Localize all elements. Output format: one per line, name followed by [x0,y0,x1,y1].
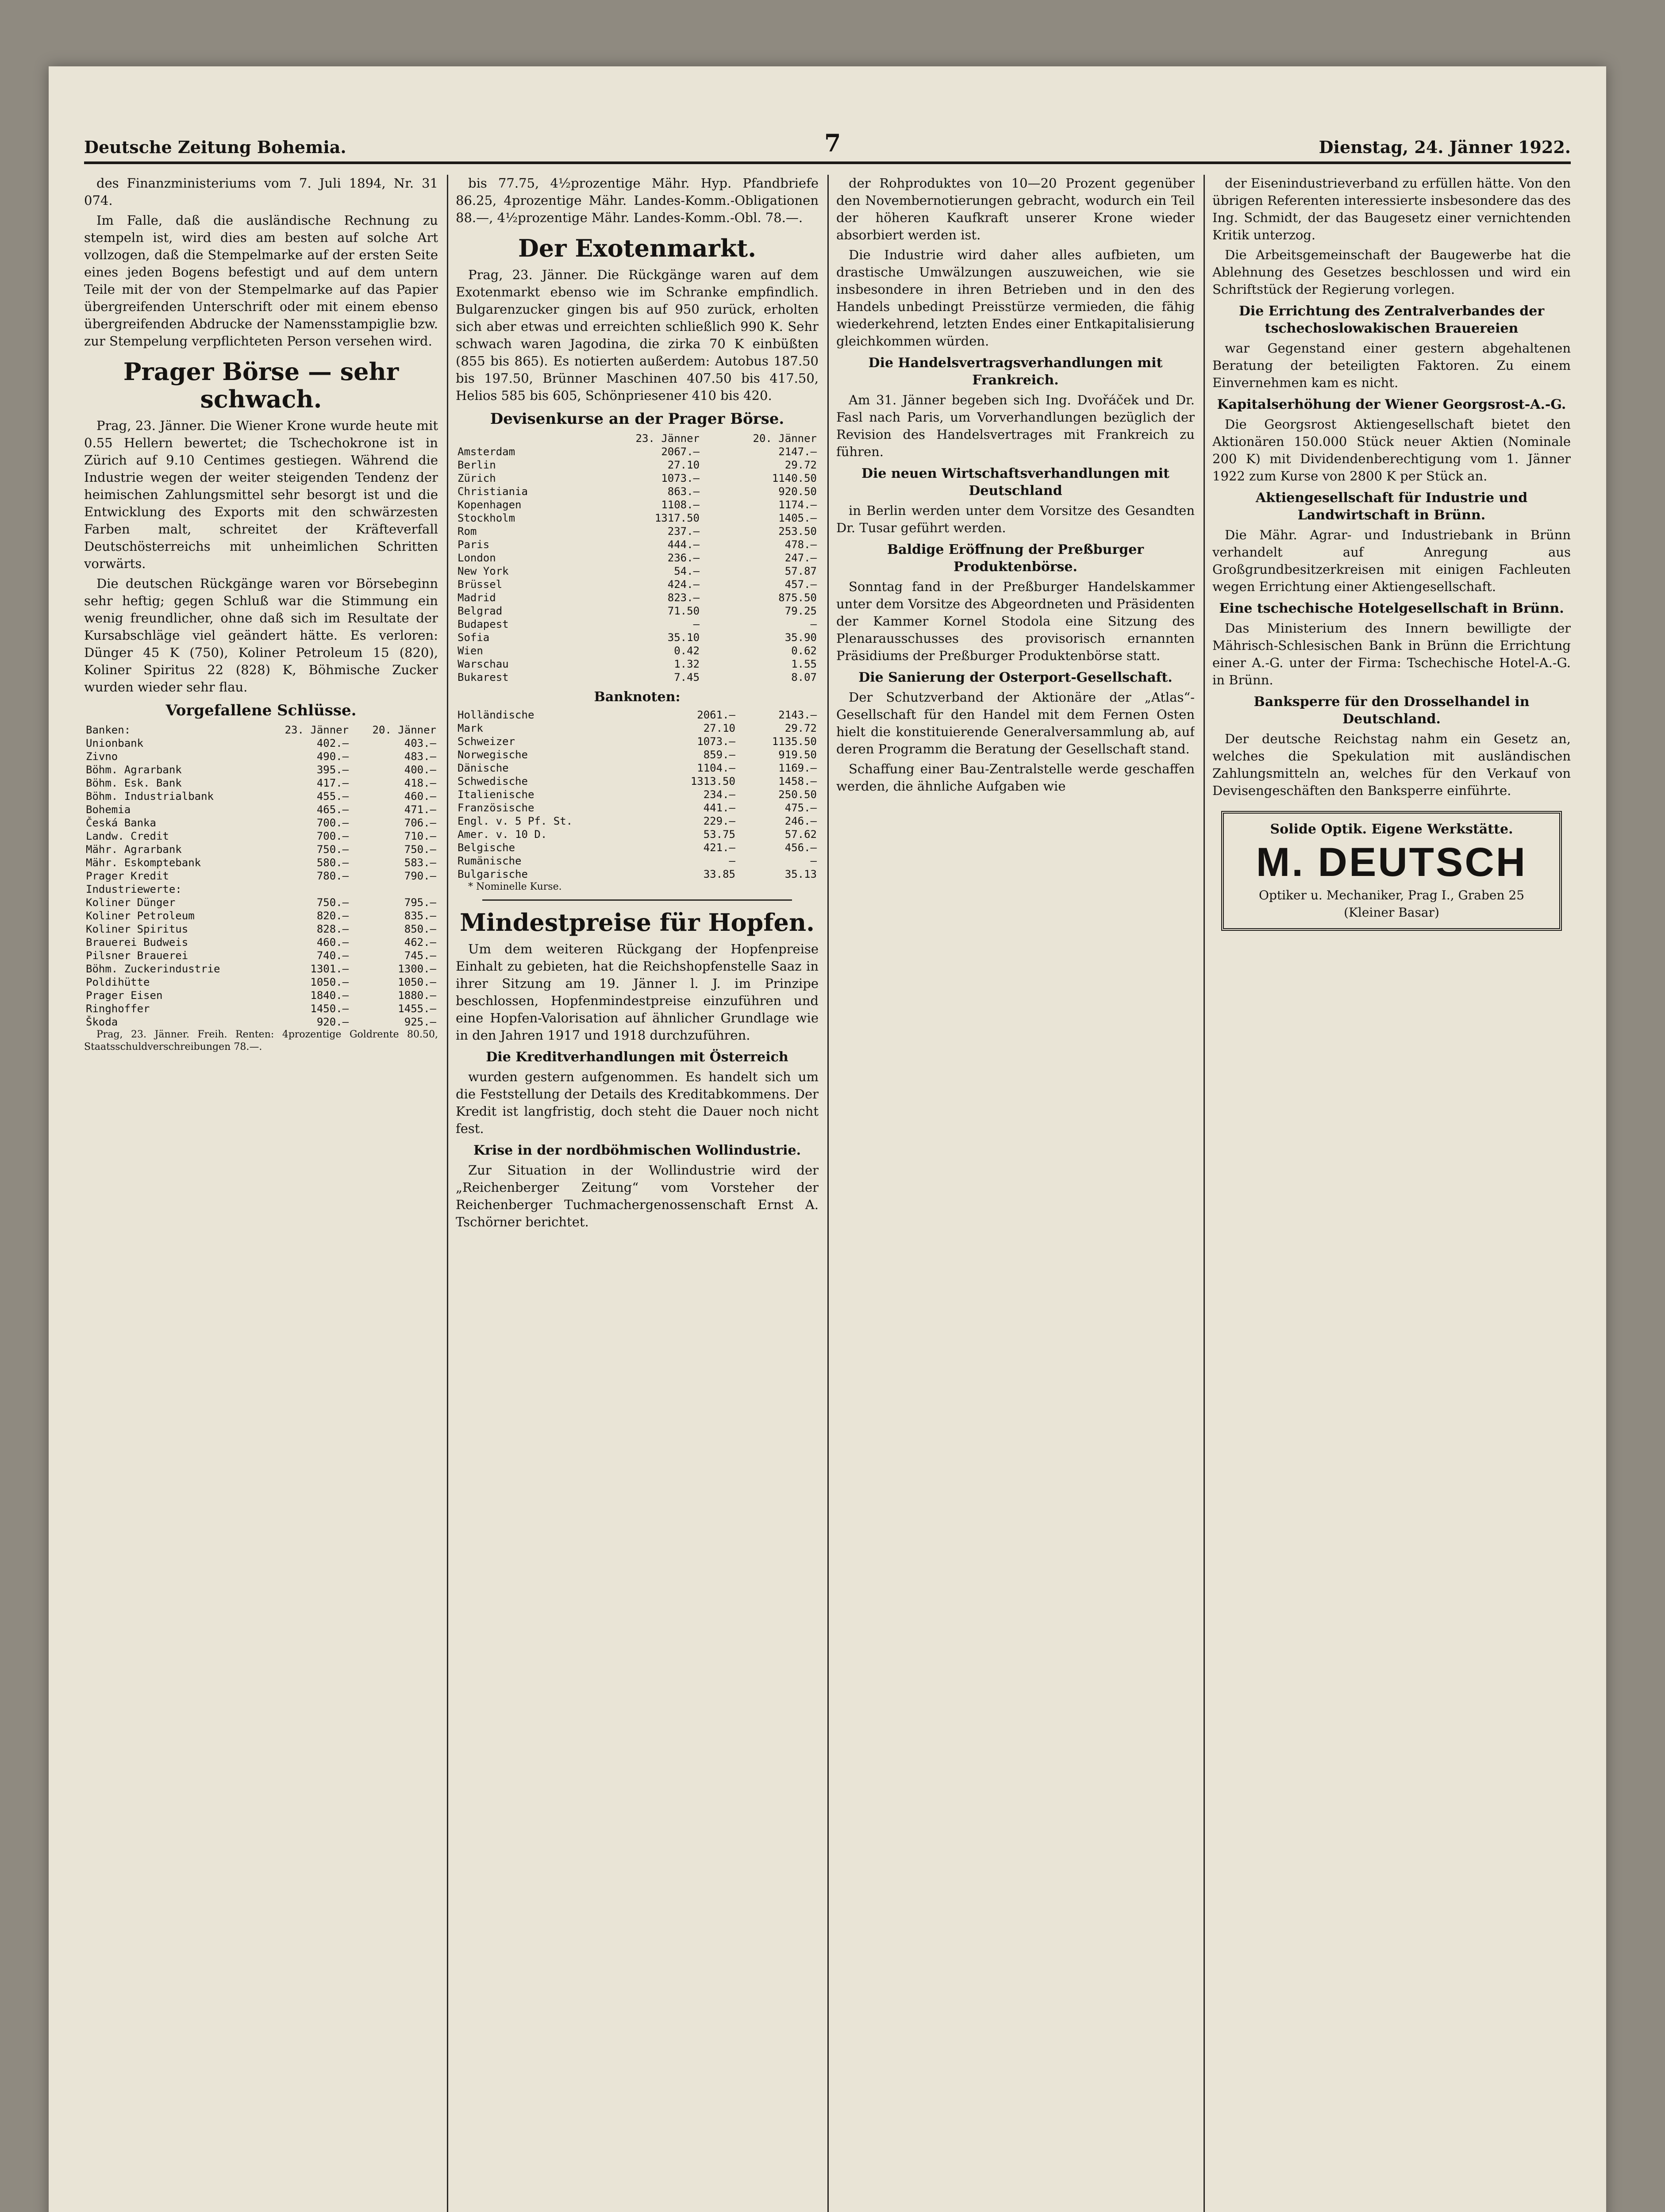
table-row [456,868,819,881]
table-cell-value: 1301.— [310,963,349,975]
table-cell-value: 1405.— [778,512,817,524]
table-cell-value: 53.75 [703,828,735,841]
table-row [84,816,438,830]
article-subheading: Aktiengesellschaft für Industrie und Landwirtschaft in Brünn. [1255,490,1528,523]
table-cell-value: 859.— [703,749,735,761]
table-cell-value: 0.42 [674,645,700,657]
ad-tagline: Solide Optik. Eigene Werkstätte. [1270,822,1513,837]
table-cell-value: 475.— [784,802,817,814]
table-cell-value: 27.10 [703,722,735,734]
table-row [84,750,438,763]
article-text: Die Georgsrost Aktiengesellschaft bietet den Aktionären 150.000 Stück neuer Aktien (Nominale 200 K) mit Dividendenberechtigung vom 1. Jänner 1922 zum Kurse von 2800 K per Stück an. [1212,417,1571,484]
table-cell-value: 490.— [316,750,349,763]
table-cell-value: 1.32 [674,658,700,670]
table-row [84,737,438,750]
article-text: Das Ministerium des Innern bewilligte der Mährisch-Schlesischen Bank in Brünn die Errichtung einer A.-G. unter der Firma: Tschechische Hotel-A.-G. in Brünn. [1212,621,1571,687]
table-cell-label: Bohemia [86,803,131,816]
table-cell-value: 580.— [316,856,349,869]
table-cell-label: Engl. v. 5 Pf. St. [458,815,573,827]
table-cell-value: 700.— [316,817,349,829]
table-cell-value: 925.— [404,1016,436,1028]
column-rule [1204,175,1205,2212]
table-cell-value: 583.— [404,856,436,869]
table-row [84,830,438,843]
table-cell-value: 750.— [316,843,349,856]
table-cell-value: 395.— [316,764,349,776]
table-cell-label: Amer. v. 10 D. [458,828,547,841]
table-cell-value: 1169.— [778,762,817,774]
table-cell-label: Christiania [458,485,528,498]
column-rule [827,175,829,2212]
table-row [456,525,819,538]
table-row [84,949,438,962]
article-heading: Prager Börse — sehr schwach. [123,357,399,413]
issue-date: Dienstag, 24. Jänner 1922. [1319,137,1571,157]
table-cell-value: 700.— [316,830,349,842]
table-cell-value: 35.13 [784,868,817,880]
table-cell-label: Böhm. Esk. Bank [86,777,182,789]
table-row [84,1002,438,1015]
table-cell-value: 236.— [667,552,700,564]
table-cell-label: Holländische [458,709,534,721]
table-cell-value: 1135.50 [772,735,817,748]
article-subheading: Die neuen Wirtschaftsverhandlungen mit Deutschland [861,466,1169,499]
table-row [456,618,819,631]
table-row [456,511,819,525]
table-row [84,856,438,869]
table-cell-label: Industriewerte: [86,883,182,895]
table-cell-value: 0.62 [791,645,817,657]
table-row [456,722,819,735]
table-cell-value: 246.— [784,815,817,827]
table-cell-label: Böhm. Agrarbank [86,764,182,776]
table-cell-value: 863.— [667,485,700,498]
column-4 [1212,175,1571,2212]
table-cell-label: Belgische [458,841,515,854]
article-text: Prag, 23. Jänner. Freih. Renten: 4prozentige Goldrente 80.50, Staatsschuldverschreibungen 78.—. [84,1029,438,1052]
table-cell-value: 790.— [404,870,436,882]
article-heading: Mindestpreise für Hopfen. [460,908,815,937]
banknote-table [456,708,819,881]
table-row [456,578,819,591]
page-number: 7 [824,129,841,157]
article-subheading: Die Handelsvertragsverhandlungen mit Frankreich. [868,355,1163,388]
table-cell-value: 29.72 [784,459,817,471]
table-cell-value: 920.— [316,1016,349,1028]
article-text: Zur Situation in der Wollindustrie wird der „Reichenberger Zeitung“ vom Vorsteher der Reichenberger Tuchmachergenossenschaft Ernst A. Tschörner berichtet. [456,1163,819,1229]
stock-table [84,723,438,1029]
table-cell-value: 750.— [404,843,436,856]
article-subheading: Die Sanierung der Osterport-Gesellschaft. [858,670,1173,685]
table-cell-label: Zivno [86,750,118,763]
table-cell-value: 54.— [674,565,700,577]
table-cell-value: 7.45 [674,671,700,684]
table-cell-value: 8.07 [791,671,817,684]
table-row [456,538,819,551]
table-row [84,975,438,989]
table-note: * Nominelle Kurse. [468,881,562,892]
column-2 [456,175,819,2212]
table-cell-label: Belgrad [458,605,503,617]
table-cell-label: Wien [458,645,483,657]
table-cell-value: 2147.— [778,445,817,458]
table-cell-value: 1880.— [398,989,436,1002]
table-cell-value: 418.— [404,777,436,789]
table-title: Vorgefallene Schlüsse. [165,702,357,719]
table-cell-label: Česká Banka [86,817,156,829]
article-subheading: Kapitalserhöhung der Wiener Georgsrost-A.-G. [1217,397,1566,412]
table-cell-label: Böhm. Zuckerindustrie [86,963,220,975]
table-row [456,828,819,841]
advertisement [1221,811,1562,931]
table-cell-label: Böhm. Industrialbank [86,790,214,803]
article-subheading: Eine tschechische Hotelgesellschaft in Brünn. [1219,601,1564,616]
table-row [456,485,819,498]
table-cell-label: Rumänische [458,855,522,867]
table-cell-label: Zürich [458,472,496,484]
table-cell-value: 33.85 [703,868,735,880]
article-text: Der Schutzverband der Aktionäre der „Atlas“-Gesellschaft für den Handel mit dem Fernen Osten hielt die konstituierende Generalversammlung ab, auf deren Programm die Beratung der Gesellschaft stand. [836,690,1195,757]
table-cell-value: — [810,618,817,630]
article-text: wurden gestern aufgenommen. Es handelt sich um die Feststellung der Details des Kreditabkommens. Der Kredit ist langfristig, doch steht die Dauer noch nicht fest. [456,1069,819,1136]
article-text: Im Falle, daß die ausländische Rechnung zu stempeln ist, wird dies am besten auf solche Art vollzogen, daß die Stempelmarke auf der ersten Seite eines jeden Bogens befestigt und auf dem untern Teile mit der von der Stempelmarke auf das Papier übergreifenden Unterschrift oder mit einem ebenso übergreifenden Abdrucke der Namensstampiglie bzw. zur Stempelung verpflichteten Person versehen wird. [84,213,438,349]
table-cell-label: Mähr. Agrarbank [86,843,182,856]
table-cell-value: 1317.50 [654,512,700,524]
table-cell-value: 1313.50 [690,775,735,787]
table-cell-value: 1073.— [697,735,735,748]
table-cell-label: Sofia [458,631,490,644]
table-cell-value: 402.— [316,737,349,749]
table-subtitle: Banknoten: [594,689,681,705]
table-cell-label: Norwegische [458,749,528,761]
table-cell-value: 460.— [316,936,349,949]
table-cell-value: 2143.— [778,709,817,721]
table-cell-value: 740.— [316,949,349,962]
table-cell-value: 750.— [316,896,349,909]
table-cell-value: 1050.— [398,976,436,988]
article-heading: Der Exotenmarkt. [518,234,757,262]
table-row [456,788,819,801]
table-cell-label: Kopenhagen [458,499,522,511]
table-cell-value: 421.— [703,841,735,854]
table-cell-value: 250.50 [778,788,817,801]
table-row [456,801,819,814]
table-cell-value: 457.— [784,578,817,591]
table-cell-value: 400.— [404,764,436,776]
table-cell-value: 2067.— [661,445,700,458]
table-row [456,458,819,472]
table-header [456,432,584,445]
table-cell-value: — [810,855,817,867]
article-subheading: Die Kreditverhandlungen mit Österreich [486,1049,788,1065]
table-cell-label: Pilsner Brauerei [86,949,188,962]
article-text: der Rohproduktes von 10—20 Prozent gegenüber den Novembernotierungen gebracht, wodurch ein Teil der höheren Kaufkraft unserer Krone wieder absorbiert werden ist. [836,176,1195,242]
table-cell-value: 478.— [784,538,817,551]
table-cell-label: Warschau [458,658,509,670]
table-header-row [84,723,438,737]
article-text: Die deutschen Rückgänge waren vor Börsebeginn sehr heftig; gegen Schluß war die Stimmung ein wenig freundlicher, ohne daß sich im Resultate der Kursabschläge viel geändert hätte. Es verloren: Dünger 45 K (750), Koliner Petroleum 15 (820), Koliner Spiritus 22 (828) K, Böhmische Zucker wurden wieder sehr flau. [84,576,438,695]
table-cell-label: Madrid [458,591,496,604]
table-cell-value: 234.— [703,788,735,801]
table-cell-value: — [729,855,735,867]
table-row [456,748,819,761]
table-header: 20. Jänner [372,724,436,736]
table-cell-value: 403.— [404,737,436,749]
table-cell-value: 471.— [404,803,436,816]
article-subheading: Krise in der nordböhmischen Wollindustrie. [473,1143,801,1158]
table-row [456,644,819,657]
table-cell-value: 460.— [404,790,436,803]
table-row [84,922,438,936]
table-cell-value: 780.— [316,870,349,882]
table-cell-label: Koliner Petroleum [86,910,195,922]
article-text: der Eisenindustrieverband zu erfüllen hätte. Von den übrigen Referenten interessierte insbesondere das des Ing. Schmidt, der das Baugesetz einer vernichtenden Kritik unterzog. [1212,176,1571,242]
table-cell-value: 253.50 [778,525,817,538]
table-header: 23. Jänner [635,432,700,445]
column-1 [84,175,438,2212]
table-cell-value: 1108.— [661,499,700,511]
table-row [456,498,819,511]
table-cell-label: Französische [458,802,534,814]
article-text: Am 31. Jänner begeben sich Ing. Dvořáček und Dr. Fasl nach Paris, um Vorverhandlungen bezüglich der Revision des Handelsvertrages mit Frankreich zu führen. [836,392,1195,459]
table-row [84,989,438,1002]
table-row [456,551,819,565]
ad-address: Optiker u. Mechaniker, Prag I., Graben 25 [1258,888,1525,902]
table-cell-value: 850.— [404,923,436,935]
table-cell-value: 920.50 [778,485,817,498]
table-cell-value: 465.— [316,803,349,816]
article-text: Sonntag fand in der Preßburger Handelskammer unter dem Vorsitze des Abgeordneten und Präsidenten der Kammer Kornel Stodola eine Sitzung des Plenarausschusses des provisorisch ernannten Präsidiums der Preßburger Produktenbörse statt. [836,579,1195,663]
table-row [84,883,438,896]
table-cell-label: Poldihütte [86,976,150,988]
table-cell-label: Budapest [458,618,509,630]
table-row [456,657,819,671]
article-subheading: Die Errichtung des Zentralverbandes der tschechoslowakischen Brauereien [1238,303,1545,336]
table-cell-value: 795.— [404,896,436,909]
table-cell-label: Stockholm [458,512,515,524]
table-cell-value: 79.25 [784,605,817,617]
table-row [456,708,819,722]
table-cell-value: 237.— [667,525,700,538]
table-cell-value [263,883,350,896]
table-cell-value: 1140.50 [772,472,817,484]
table-cell-value: 444.— [667,538,700,551]
table-row [456,565,819,578]
divider [482,899,792,901]
table-cell-label: Brüssel [458,578,503,591]
table-row [84,790,438,803]
article-text: in Berlin werden unter dem Vorsitze des Gesandten Dr. Tusar geführt werden. [836,503,1195,535]
table-row [456,604,819,618]
table-cell-label: Bukarest [458,671,509,684]
table-cell-label: Schweizer [458,735,515,748]
column-rule [447,175,448,2212]
table-cell-label: Brauerei Budweis [86,936,188,949]
table-cell-value: 823.— [667,591,700,604]
table-header: Banken: [86,724,131,736]
table-cell-label: Prager Eisen [86,989,163,1002]
table-cell-label: Rom [458,525,477,538]
ad-company-name: M. DEUTSCH [1256,840,1527,885]
article-text: war Gegenstand einer gestern abgehaltenen Beratung der beteiligten Faktoren. Zu einem Einvernehmen kam es nicht. [1212,341,1571,390]
table-row [84,869,438,883]
table-cell-value: 820.— [316,910,349,922]
article-text: bis 77.75, 4½prozentige Mähr. Hyp. Pfandbriefe 86.25, 4prozentige Mähr. Landes-Komm.-Obligationen 88.—, 4½prozentige Mähr. Landes-Komm.-Obl. 78.—. [456,176,819,225]
table-row [456,671,819,684]
table-cell-value: 1050.— [310,976,349,988]
table-cell-value: 57.87 [784,565,817,577]
table-row [84,1015,438,1029]
table-cell-value: 417.— [316,777,349,789]
paper-title: Deutsche Zeitung Bohemia. [84,137,346,157]
table-cell-value: 483.— [404,750,436,763]
table-row [456,854,819,868]
table-row [84,776,438,790]
table-row [84,763,438,776]
article-text: Prag, 23. Jänner. Die Wiener Krone wurde heute mit 0.55 Hellern bewertet; die Tschechokrone ist in Zürich auf 9.10 Centimes gestiegen. Während die Industrie wegen der weiter steigenden Tendenz der heimischen Zahlungsmittel sehr besorgt ist und die Entwicklung des Exports mit den schwärzesten Farben malt, schreitet der Kräfteverfall Deutschösterreichs mit unheimlichen Schritten vorwärts. [84,418,438,571]
table-header: 23. Jänner [285,724,349,736]
table-cell-label: Koliner Spiritus [86,923,188,935]
table-row [84,909,438,922]
article-text: Der deutsche Reichstag nahm ein Gesetz an, welches die Spekulation mit ausländischen Zahlungsmitteln an, welches für den Verkauf von Devisengeschäften den Banksperre einführte. [1212,731,1571,798]
table-cell-value: — [693,618,700,630]
table-cell-label: Mark [458,722,483,734]
table-title: Devisenkurse an der Prager Börse. [490,410,784,428]
table-cell-value: 1.55 [791,658,817,670]
table-row [84,803,438,816]
table-row [456,472,819,485]
table-cell-value: 424.— [667,578,700,591]
table-cell-value: 745.— [404,949,436,962]
table-cell-value: 455.— [316,790,349,803]
table-cell-value: 247.— [784,552,817,564]
table-cell-value: 835.— [404,910,436,922]
article-text: Die Mähr. Agrar- und Industriebank in Brünn verhandelt auf Anregung aus Großgrundbesitzerkreisen mit einigen Fachleuten wegen Errichtung einer Aktiengesellschaft. [1212,527,1571,594]
table-cell-value: 1840.— [310,989,349,1002]
table-cell-value: 706.— [404,817,436,829]
table-cell-value: 35.90 [784,631,817,644]
table-cell-value: 1174.— [778,499,817,511]
table-cell-label: Berlin [458,459,496,471]
article-text: des Finanzministeriums vom 7. Juli 1894, Nr. 31 074. [84,176,438,208]
table-cell-value: 1073.— [661,472,700,484]
table-cell-value: 35.10 [667,631,700,644]
article-text: Prag, 23. Jänner. Die Rückgänge waren auf dem Exotenmarkt ebenso wie im Schranke empfindlich. Bulgarenzucker gingen bis auf 950 zurück, erholten sich aber etwas und erreichten schließlich 990 K. Sehr schwach waren Jagodina, die zirka 70 K einbüßten (855 bis 865). Es notierten außerdem: Autobus 187.50 bis 197.50, Brünner Maschinen 407.50 bis 417.50, Helios 585 bis 605, Schönpriesener 410 bis 420. [456,267,819,403]
table-row [456,591,819,604]
table-cell-value: 462.— [404,936,436,949]
table-header: 20. Jänner [753,432,817,445]
table-row [456,761,819,775]
table-cell-value: 2061.— [697,709,735,721]
table-cell-value: 57.62 [784,828,817,841]
table-row [84,962,438,975]
table-cell-value: 1455.— [398,1002,436,1015]
table-cell-label: Schwedische [458,775,528,787]
table-cell-label: Amsterdam [458,445,515,458]
table-cell-value: 456.— [784,841,817,854]
ad-location: (Kleiner Basar) [1344,905,1439,920]
table-cell-label: Landw. Credit [86,830,169,842]
table-cell-value: 1104.— [697,762,735,774]
article-text: Schaffung einer Bau-Zentralstelle werde geschaffen werden, die ähnliche Aufgaben wie [836,761,1195,794]
table-cell-label: Dänische [458,762,509,774]
table-cell-label: Mähr. Eskomptebank [86,856,201,869]
table-cell-value: 875.50 [778,591,817,604]
table-cell-label: Unionbank [86,737,144,749]
table-cell-value: 1458.— [778,775,817,787]
table-cell-value: 27.10 [667,459,700,471]
table-cell-value: 710.— [404,830,436,842]
table-row [456,841,819,854]
table-cell-label: London [458,552,496,564]
table-cell-value: 29.72 [784,722,817,734]
table-row [84,936,438,949]
masthead [84,117,1571,164]
article-text: Um dem weiteren Rückgang der Hopfenpreise Einhalt zu gebieten, hat die Reichshopfenstelle Saaz in ihrer Sitzung am 19. Jänner l. J. im Prinzipe beschlossen, Hopfenmindestpreise einzuführen und eine Hopfen-Valorisation auf ähnlicher Grundlage wie in den Jahren 1917 und 1918 durchzuführen. [456,941,819,1043]
column-3 [836,175,1195,2212]
fx-table [456,432,819,684]
table-cell-value: 441.— [703,802,735,814]
table-cell-value: 919.50 [778,749,817,761]
table-row [456,445,819,458]
article-subheading: Banksperre für den Drosselhandel in Deutschland. [1254,694,1530,727]
table-cell-label: Koliner Dünger [86,896,176,909]
table-cell-value: 1300.— [398,963,436,975]
table-cell-label: New York [458,565,509,577]
article-text: Die Industrie wird daher alles aufbieten, um drastische Umwälzungen auszuweichen, wie sie insbesondere in ihren Betrieben und in den des Handels unbedingt Preisstürze vermieden, die fähig wiederkehrend, letzten Endes einer Entkapitalisierung gleichkommen würden. [836,247,1195,349]
table-cell-value: 71.50 [667,605,700,617]
table-cell-label: Paris [458,538,490,551]
table-cell-label: Prager Kredit [86,870,169,882]
newspaper-page [49,66,1606,2212]
table-cell-label: Ringhoffer [86,1002,150,1015]
table-cell-value: 1450.— [310,1002,349,1015]
table-row [456,735,819,748]
table-row [456,631,819,644]
table-cell-value: 229.— [703,815,735,827]
table-row [456,775,819,788]
article-subheading: Baldige Eröffnung der Preßburger Produktenbörse. [887,542,1144,575]
table-cell-value [350,883,438,896]
table-row [84,896,438,909]
table-cell-label: Italienische [458,788,534,801]
table-cell-label: Bulgarische [458,868,528,880]
table-row [456,814,819,828]
table-header-row [456,432,819,445]
table-row [84,843,438,856]
table-cell-label: Škoda [86,1016,118,1028]
article-text: Die Arbeitsgemeinschaft der Baugewerbe hat die Ablehnung des Gesetzes beschlossen und wird ein Schriftstück der Regierung vorlegen. [1212,247,1571,297]
table-cell-value: 828.— [316,923,349,935]
